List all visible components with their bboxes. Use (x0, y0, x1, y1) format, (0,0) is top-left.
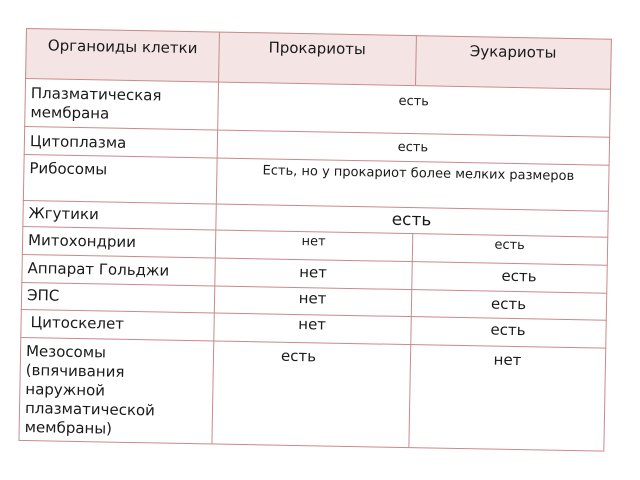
value-mitochondria-eukaryotes: есть (494, 237, 525, 254)
value-er-eukaryotes: есть (490, 294, 527, 314)
value-mitochondria-prokaryotes: нет (301, 234, 326, 250)
value-golgi-eukaryotes: есть (501, 266, 537, 286)
value-mesosomes-prokaryotes: есть (280, 346, 317, 366)
value-cytoskeleton-eukaryotes: есть (490, 320, 526, 340)
row-label-plasma-membrane: Плазматическая мембрана (30, 84, 162, 123)
value-mesosomes-eukaryotes: нет (493, 350, 522, 370)
value-cytoskeleton-prokaryotes: нет (298, 315, 327, 334)
header-prokaryotes: Прокариоты (268, 38, 366, 59)
row-label-mesosomes: Мезосомы (впячивания наружной плазматической мембраны) (24, 342, 156, 438)
row-label-mitochondria: Митохондрии (27, 231, 137, 252)
value-plasma-membrane: есть (398, 93, 430, 110)
row-label-cytoskeleton: Цитоскелет (30, 313, 125, 333)
value-ribosomes: Есть, но у прокариот более мелких размеров (262, 163, 575, 185)
row-label-golgi: Аппарат Гольджи (27, 259, 170, 280)
value-flagella: есть (391, 209, 432, 231)
value-er-prokaryotes: нет (298, 289, 327, 308)
row-label-flagella: Жгутики (28, 204, 99, 224)
grid-line (18, 440, 604, 452)
row-label-cytoplasm: Цитоплазма (29, 132, 127, 152)
row-label-er: ЭПС (26, 286, 60, 305)
value-cytoplasm: есть (397, 139, 429, 156)
organelles-table (18, 28, 611, 451)
header-organelles: Органоиды клетки (47, 36, 198, 58)
row-label-ribosomes: Рибосомы (29, 159, 108, 179)
header-eukaryotes: Эукариоты (469, 42, 557, 62)
value-golgi-prokaryotes: нет (299, 263, 328, 282)
